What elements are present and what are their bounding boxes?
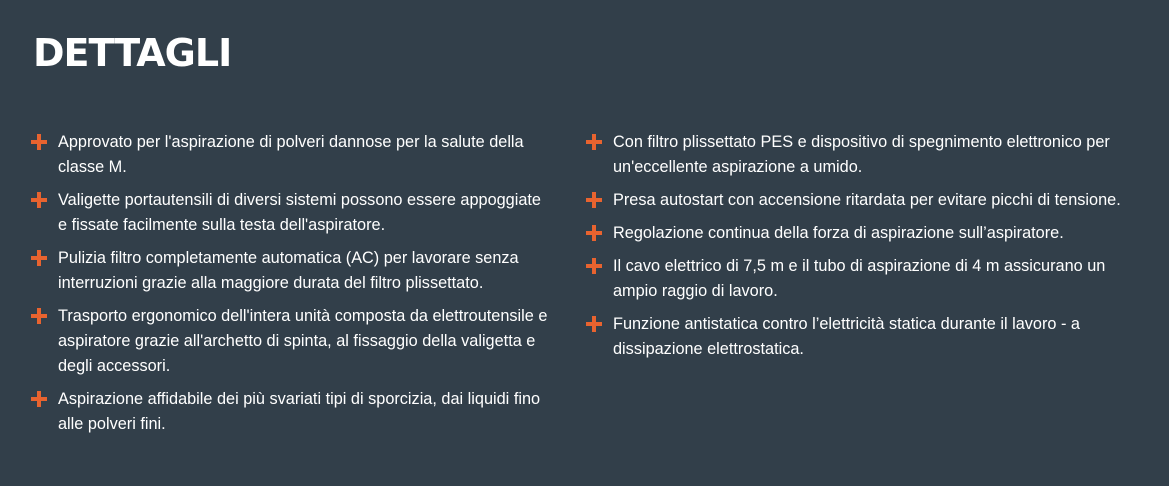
details-column-right [586, 130, 1141, 445]
feature-item [31, 246, 548, 296]
feature-text: Valigette portautensili di diversi sistemi possono essere appoggiate e fissate facilmente sulla testa dell'aspiratore. [58, 191, 541, 234]
plus-icon [31, 391, 47, 407]
feature-item [586, 221, 1141, 246]
feature-item [586, 254, 1141, 304]
feature-text: Presa autostart con accensione ritardata per evitare picchi di tensione. [613, 191, 1121, 209]
plus-icon [586, 134, 602, 150]
feature-text: Approvato per l'aspirazione di polveri dannose per la salute della classe M. [58, 133, 524, 176]
feature-text: Trasporto ergonomico dell'intera unità composta da elettroutensile e aspiratore grazie all'archetto di spinta, al fissaggio della valigetta e degli accessori. [58, 307, 548, 375]
feature-text: Il cavo elettrico di 7,5 m e il tubo di aspirazione di 4 m assicurano un ampio raggio di lavoro. [613, 257, 1106, 300]
feature-item [31, 304, 548, 379]
details-column-left [31, 130, 586, 445]
feature-item [586, 188, 1141, 213]
feature-text: Regolazione continua della forza di aspirazione sull’aspiratore. [613, 224, 1064, 242]
section-title: DETTAGLI [33, 31, 232, 75]
feature-item [586, 130, 1141, 180]
feature-item [31, 188, 548, 238]
plus-icon [586, 192, 602, 208]
plus-icon [31, 192, 47, 208]
plus-icon [586, 316, 602, 332]
plus-icon [586, 258, 602, 274]
feature-text: Con filtro plissettato PES e dispositivo di spegnimento elettronico per un'eccellente aspirazione a umido. [613, 133, 1110, 176]
details-columns [31, 130, 1141, 445]
feature-item [586, 312, 1141, 362]
feature-text: Funzione antistatica contro l’elettricità statica durante il lavoro - a dissipazione elettrostatica. [613, 315, 1080, 358]
plus-icon [586, 225, 602, 241]
feature-text: Aspirazione affidabile dei più svariati tipi di sporcizia, dai liquidi fino alle polveri fini. [58, 390, 541, 433]
feature-text: Pulizia filtro completamente automatica (AC) per lavorare senza interruzioni grazie alla maggiore durata del filtro plissettato. [58, 249, 519, 292]
plus-icon [31, 134, 47, 150]
feature-item [31, 130, 548, 180]
feature-list-left [31, 130, 548, 437]
plus-icon [31, 250, 47, 266]
plus-icon [31, 308, 47, 324]
feature-list-right [586, 130, 1141, 362]
feature-item [31, 387, 548, 437]
